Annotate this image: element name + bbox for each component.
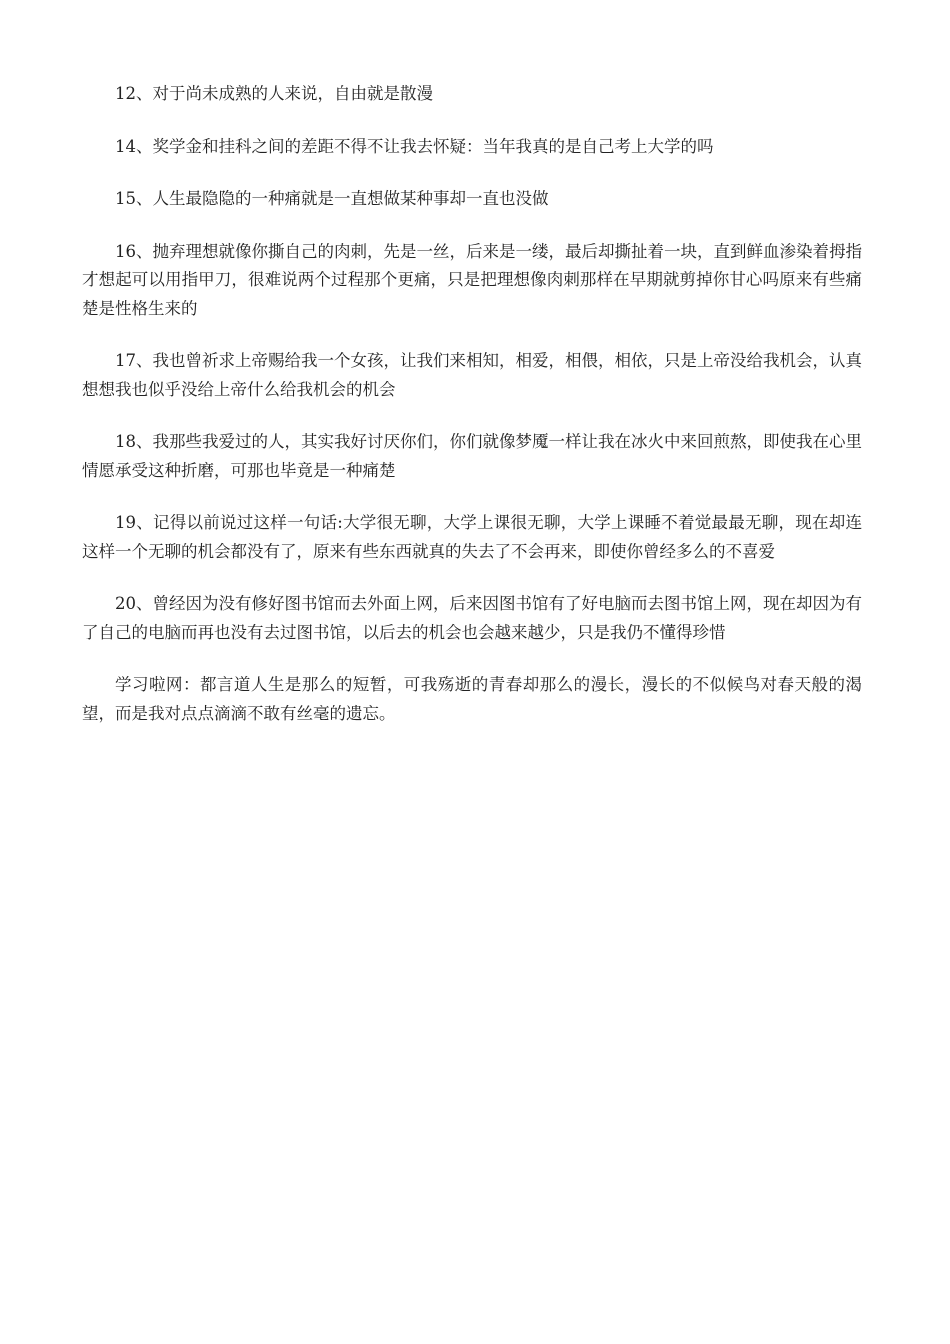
closing-paragraph: 学习啦网：都言道人生是那么的短暂，可我殇逝的青春却那么的漫长，漫长的不似候鸟对春天般的渴望，而是我对点点滴滴不敢有丝毫的遗忘。 <box>82 675 862 723</box>
paragraph-20: 20、曾经因为没有修好图书馆而去外面上网，后来因图书馆有了好电脑而去图书馆上网，现在却因为有了自己的电脑而再也没有去过图书馆，以后去的机会也会越来越少，只是我仍不懂得珍惜 <box>82 594 862 642</box>
document-body <box>82 80 862 728</box>
paragraph-17: 17、我也曾祈求上帝赐给我一个女孩，让我们来相知，相爱，相偎，相依，只是上帝没给我机会，认真想想我也似乎没给上帝什么给我机会的机会 <box>82 351 862 399</box>
paragraph-12: 12、对于尚未成熟的人来说，自由就是散漫 <box>115 84 433 103</box>
paragraph-15: 15、人生最隐隐的一种痛就是一直想做某种事却一直也没做 <box>115 189 549 208</box>
paragraph-19: 19、记得以前说过这样一句话:大学很无聊，大学上课很无聊，大学上课睡不着觉最最无聊，现在却连这样一个无聊的机会都没有了，原来有些东西就真的失去了不会再来，即使你曾经多么的不喜爱 <box>82 513 862 561</box>
paragraph-18: 18、我那些我爱过的人，其实我好讨厌你们，你们就像梦魇一样让我在冰火中来回煎熬，即使我在心里情愿承受这种折磨，可那也毕竟是一种痛楚 <box>82 432 862 480</box>
paragraph-14: 14、奖学金和挂科之间的差距不得不让我去怀疑：当年我真的是自己考上大学的吗 <box>115 136 714 156</box>
paragraph-16: 16、抛弃理想就像你撕自己的肉刺，先是一丝，后来是一缕，最后却撕扯着一块，直到鲜血渗染着拇指才想起可以用指甲刀，很难说两个过程那个更痛，只是把理想像肉刺那样在早期就剪掉你甘心吗原来有些痛楚是性格生来的 <box>82 241 862 318</box>
